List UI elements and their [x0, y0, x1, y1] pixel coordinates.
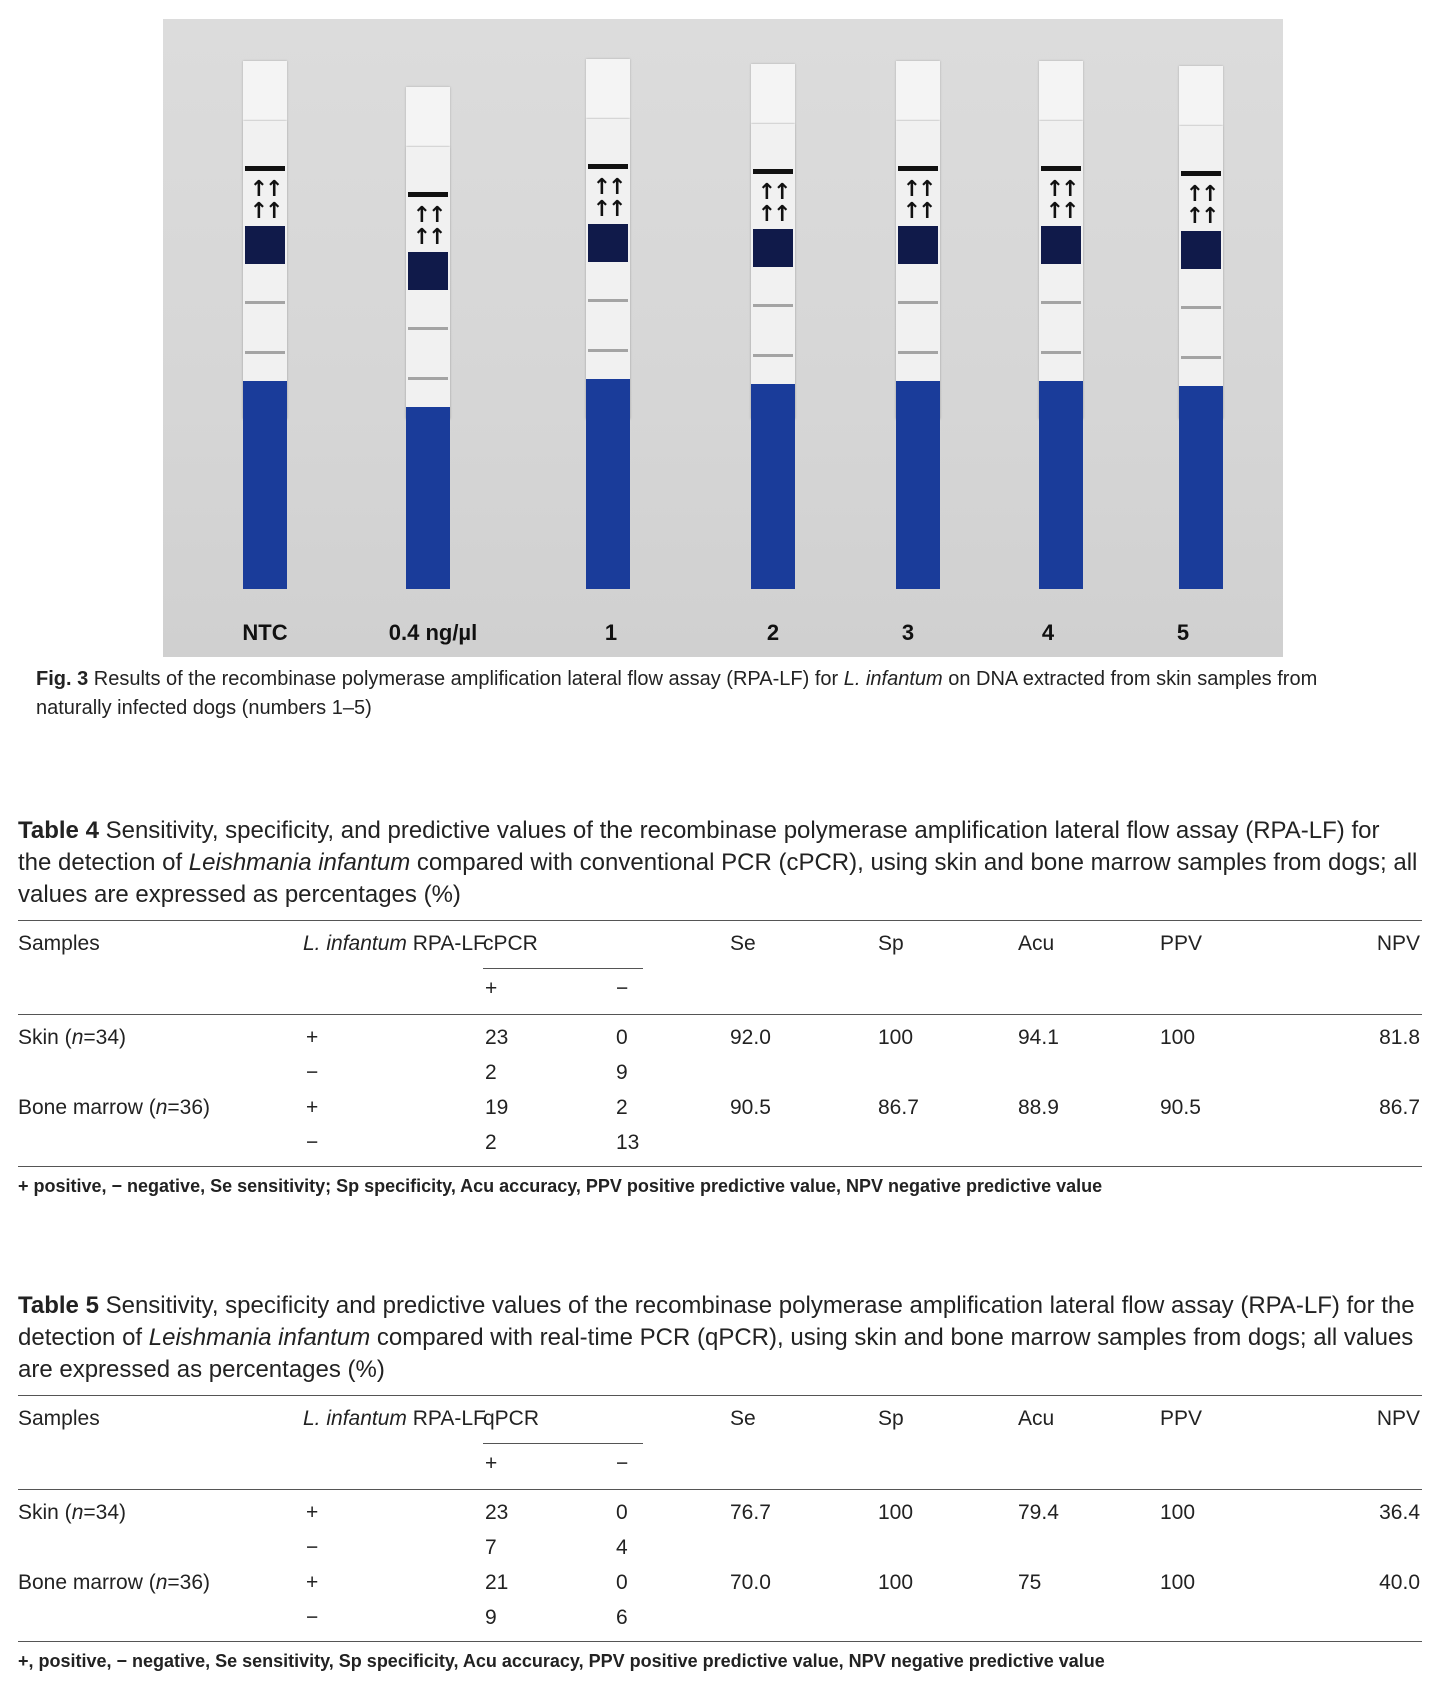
row-ref-negative: 0 — [616, 1571, 628, 1594]
header-sp: Sp — [878, 932, 904, 955]
table-bottom-rule — [18, 1166, 1422, 1167]
header-ppv: PPV — [1160, 932, 1203, 955]
row-ppv: 90.5 — [1160, 1096, 1201, 1119]
row-sample-n-value: =34) — [83, 1501, 126, 1524]
row-rpa-result: − — [306, 1606, 319, 1629]
row-ref-positive: 7 — [485, 1536, 497, 1559]
strip-label: 4 — [1041, 620, 1055, 645]
row-sample-n: n — [155, 1096, 168, 1119]
arrow-up-icon: ↑↑ ↑↑ — [757, 180, 789, 227]
strip-label: 2 — [766, 620, 780, 645]
test-strip — [1039, 19, 1083, 619]
test-strip — [1179, 19, 1223, 619]
row-ref-positive: 9 — [485, 1606, 497, 1629]
figure-caption-text: Results of the recombinase polymerase amplification lateral flow assay (RPA-LF) for — [93, 668, 844, 690]
header-bottom-rule — [18, 1489, 1422, 1490]
row-rpa-result: − — [306, 1131, 319, 1154]
strip-label: NTC — [242, 620, 288, 645]
row-rpa-result: − — [306, 1536, 319, 1559]
table5-caption-text-end: compared with real-time PCR (qPCR), using skin and bone marrow samples from dogs; all values are expressed as percentages (%) — [18, 1324, 1414, 1383]
header-samples: Samples — [18, 932, 100, 955]
test-strip — [751, 19, 795, 619]
header-rpa-species: L. infantum — [303, 1407, 407, 1430]
header-plus: + — [485, 977, 498, 1000]
header-npv: NPV — [1376, 932, 1420, 955]
row-sample — [18, 1096, 210, 1120]
table-footnote: +, positive, − negative, Se sensitivity, Sp specificity, Acu accuracy, PPV positive predictive value, NPV negative predictive value — [18, 1651, 1105, 1671]
row-sp: 100 — [878, 1026, 914, 1049]
table5-caption — [18, 1290, 1418, 1386]
row-sample-text: Skin ( — [18, 1026, 72, 1049]
header-sp: Sp — [878, 1407, 904, 1430]
row-ref-positive: 23 — [485, 1026, 509, 1049]
arrow-up-icon: ↑↑ ↑↑ — [1185, 182, 1217, 229]
row-sample-n-value: =36) — [167, 1571, 211, 1594]
header-ppv: PPV — [1160, 1407, 1203, 1430]
row-ref-positive: 23 — [485, 1501, 509, 1524]
arrow-up-icon: ↑↑ ↑↑ — [412, 203, 444, 250]
row-sample-n: n — [71, 1026, 84, 1049]
arrow-up-icon: ↑↑ ↑↑ — [249, 177, 281, 224]
header-subrule — [483, 1443, 643, 1444]
figure-caption-species: L. infantum — [843, 668, 943, 690]
row-sample-n: n — [155, 1571, 168, 1594]
header-se: Se — [730, 1407, 756, 1430]
header-bottom-rule — [18, 1014, 1422, 1015]
row-ppv: 100 — [1160, 1501, 1196, 1524]
row-sample-text: Bone marrow ( — [18, 1096, 156, 1119]
row-sp: 100 — [878, 1571, 914, 1594]
arrow-up-icon: ↑↑ ↑↑ — [592, 175, 624, 222]
row-ref-negative: 0 — [616, 1501, 628, 1524]
row-npv: 81.8 — [1379, 1026, 1420, 1049]
row-npv: 40.0 — [1379, 1571, 1420, 1594]
row-sample — [18, 1026, 126, 1050]
strip-label: 5 — [1176, 620, 1190, 645]
row-ref-negative: 9 — [616, 1061, 628, 1084]
row-sp: 86.7 — [878, 1096, 919, 1119]
row-ppv: 100 — [1160, 1026, 1196, 1049]
header-minus: − — [616, 977, 629, 1000]
test-strip — [896, 19, 940, 619]
figure-label: Fig. 3 — [36, 668, 89, 690]
row-sample — [18, 1571, 210, 1595]
row-sample-n-value: =34) — [83, 1026, 126, 1049]
row-npv: 86.7 — [1379, 1096, 1420, 1119]
row-se: 70.0 — [730, 1571, 771, 1594]
row-ref-negative: 4 — [616, 1536, 628, 1559]
table5-caption-species: Leishmania infantum — [148, 1324, 371, 1351]
row-acu: 94.1 — [1018, 1026, 1059, 1049]
row-sample-text: Skin ( — [18, 1501, 72, 1524]
header-rpa-text: RPA-LF — [406, 1407, 486, 1430]
table4-caption-text: Sensitivity, specificity, and predictive values of the recombinase polymerase amplification lateral flow assay (RPA-LF) for the detection of — [18, 817, 1380, 876]
header-reference: qPCR — [483, 1407, 540, 1430]
header-rpa — [303, 1407, 486, 1431]
figure-photo — [163, 19, 1283, 657]
test-strip — [586, 19, 630, 619]
table-bottom-rule — [18, 1641, 1422, 1642]
row-ref-negative: 2 — [616, 1096, 628, 1119]
row-ref-positive: 2 — [485, 1131, 497, 1154]
test-strip — [243, 19, 287, 619]
table4-caption — [18, 815, 1418, 911]
row-sample-text: Bone marrow ( — [18, 1571, 156, 1594]
table-footnote: + positive, − negative, Se sensitivity; Sp specificity, Acu accuracy, PPV positive predictive value, NPV negative predictive value — [18, 1176, 1103, 1196]
strip-label: 3 — [901, 620, 915, 645]
table5-label: Table 5 — [18, 1292, 99, 1319]
row-rpa-result: + — [306, 1026, 319, 1049]
row-ppv: 100 — [1160, 1571, 1196, 1594]
strip-label: 1 — [604, 620, 618, 645]
table5 — [18, 1395, 1422, 1685]
header-rpa-species: L. infantum — [303, 932, 407, 955]
row-se: 76.7 — [730, 1501, 771, 1524]
row-rpa-result: − — [306, 1061, 319, 1084]
row-sp: 100 — [878, 1501, 914, 1524]
row-npv: 36.4 — [1379, 1501, 1420, 1524]
header-samples: Samples — [18, 1407, 100, 1430]
header-se: Se — [730, 932, 756, 955]
row-se: 92.0 — [730, 1026, 771, 1049]
header-acu: Acu — [1018, 1407, 1055, 1430]
row-sample-n: n — [71, 1501, 84, 1524]
row-sample-n-value: =36) — [167, 1096, 211, 1119]
table4-caption-species: Leishmania infantum — [188, 849, 411, 876]
row-rpa-result: + — [306, 1501, 319, 1524]
figure-caption — [36, 665, 1336, 723]
figure-caption-text-end: on DNA extracted from skin samples from naturally infected dogs (numbers 1–5) — [36, 668, 1318, 719]
header-acu: Acu — [1018, 932, 1055, 955]
row-acu: 88.9 — [1018, 1096, 1059, 1119]
arrow-up-icon: ↑↑ ↑↑ — [902, 177, 934, 224]
row-ref-positive: 19 — [485, 1096, 509, 1119]
header-rpa-text: RPA-LF — [406, 932, 486, 955]
header-npv: NPV — [1376, 1407, 1420, 1430]
header-rpa — [303, 932, 486, 956]
row-acu: 79.4 — [1018, 1501, 1059, 1524]
test-strip — [406, 19, 450, 619]
row-rpa-result: + — [306, 1571, 319, 1594]
table5-caption-text: Sensitivity, specificity and predictive values of the recombinase polymerase amplification lateral flow assay (RPA-LF) for the detection of — [18, 1292, 1415, 1351]
row-ref-negative: 13 — [616, 1131, 640, 1154]
row-ref-negative: 0 — [616, 1026, 628, 1049]
row-ref-negative: 6 — [616, 1606, 628, 1629]
table-top-rule — [18, 1395, 1422, 1396]
table4-caption-text-end: compared with conventional PCR (cPCR), using skin and bone marrow samples from dogs; all values are expressed as percentages (%) — [18, 849, 1418, 908]
header-minus: − — [616, 1452, 629, 1475]
row-acu: 75 — [1018, 1571, 1042, 1594]
row-rpa-result: + — [306, 1096, 319, 1119]
row-sample — [18, 1501, 126, 1525]
header-reference: cPCR — [483, 932, 538, 955]
header-subrule — [483, 968, 643, 969]
table4 — [18, 920, 1422, 1210]
table4-label: Table 4 — [18, 817, 99, 844]
header-plus: + — [485, 1452, 498, 1475]
strip-label: 0.4 ng/µl — [388, 620, 478, 645]
row-se: 90.5 — [730, 1096, 771, 1119]
table-top-rule — [18, 920, 1422, 921]
row-ref-positive: 2 — [485, 1061, 497, 1084]
arrow-up-icon: ↑↑ ↑↑ — [1045, 177, 1077, 224]
row-ref-positive: 21 — [485, 1571, 509, 1594]
